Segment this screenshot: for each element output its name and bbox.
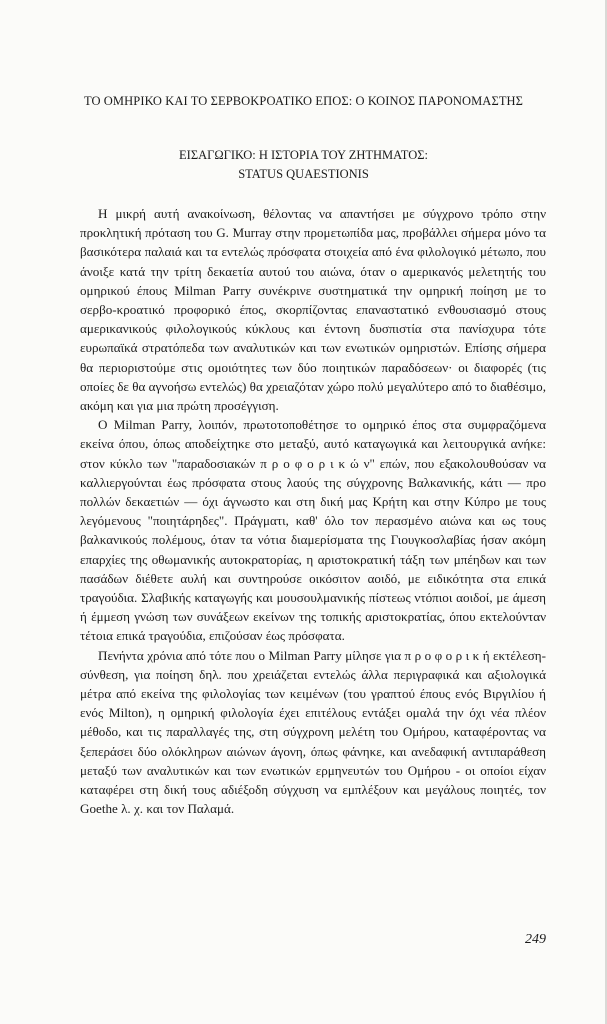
paragraph-3: Πενήντα χρόνια από τότε που ο Milman Parry μίλησε για π ρ ο φ ο ρ ι κ ή εκτέλεση-σύνθεση, για ποίηση δηλ. που χρειάζεται εντελώς άλλα περιγραφικά και αξιολογικά μέτρα από εκείνα της φιλολογίας των κειμένων (του γραπτού έπους ενός Βιργιλίου ή ενός Milton), η ομηρική φιλολογία έχει επιτέλους εντάξει ομαλά την όχι νέα πλέον μέθοδο, και τις παραλλαγές της, στη σύγχρονη μελέτη του Ομήρου, καταφέροντας να ξεπεράσει δύο ολόκληρων αιώνων άγονη, όπως φάνηκε, και ανεδαφική αντιπαράθεση μεταξύ των αναλυτικών και των ενωτικών ερμηνευτών του Ομήρου - οι οποίοι είχαν καταφέρει στη δική τους αδιέξοδη σύγχυση να εμπλέξουν και μεγάλους ποιητές, τον Goethe λ. χ. και τον Παλαμά. xyxy=(80,647,546,817)
section-title-line-1: ΕΙΣΑΓΩΓΙΚΟ: Η ΙΣΤΟΡΙΑ ΤΟΥ ΖΗΤΗΜΑΤΟΣ: xyxy=(179,148,428,162)
paragraph-2: Ο Milman Parry, λοιπόν, πρωτοτοποθέτησε το ομηρικό έπος στα συμφραζόμενα εκείνα όπου, όπως αποδείχτηκε στο μεταξύ, αυτό καταγωγικά και λειτουργικά ανήκε: στον κύκλο των "παραδοσιακών π ρ ο φ ο ρ ι κ ώ ν" επών, που εξακολουθούσαν να καλλιεργούνται έως πρόσφατα στους λαούς της σύγχρονης Βαλκανικής, κάτι — προ πολλών δεκαετιών — όχι άγνωστο και στη δική μας Κρήτη και στην Κύπρο με τους λεγόμενους "ποιητάρηδες". Πράγματι, καθ' όλο τον περασμένο αιώνα και ως τους βαλκανικούς πολέμους, όταν τα νότια διαμερίσματα της Γιουγκοσλαβίας ήσαν ακόμη επαρχίες της οθωμανικής αυτοκρατορίας, η αριστοκρατική τάξη των μπέηδων και των πασάδων διέθετε αυλή και συντηρούσε οικόσιτον αοιδό, με ειδικότητα στα επικά τραγούδια. Σλαβικής καταγωγής και μουσουλμανικής πίστεως ντόπιοι αοιδοί, με άμεση ή έμμεση γνώση των συνάξεων εκείνων της τοπικής αριστοκρατίας, όπου εκτελούνταν τέτοια επικά τραγούδια, επιζούσαν έως πρόσφατα. xyxy=(80,417,546,644)
section-title xyxy=(0,146,607,184)
section-title-line-2: STATUS QUAESTIONIS xyxy=(238,167,369,181)
paragraph-1: Η μικρή αυτή ανακοίνωση, θέλοντας να απαντήσει με σύγχρονο τρόπο στην προκλητική πρόταση του G. Murray στην προμετωπίδα μας, προβάλλει σήμερα μόνο τα βασικότερα παλαιά και τα εντελώς πρόσφατα στοιχεία από ένα φιλολογικό μέτωπο, που άνοιξε κατά την τρίτη δεκαετία αυτού του αιώνα, όταν ο αμερικανός μελετητής του ομηρικού έπους Milman Parry συνέκρινε συστηματικά την ομηρική ποίηση με το σερβο-κροατικό προφορικό έπος, σκορπίζοντας επαναστατικό ενθουσιασμό στους αμερικανικούς φιλολογικούς κύκλους και έντονη δυσπιστία στα πανίσχυρα τότε ευρωπαϊκά στρατόπεδα των αναλυτικών και των ενωτικών ομηριστών. Επίσης σήμερα θα περιοριστούμε στις ομοιότητες των δύο ποιητικών παραδόσεων· οι διαφορές (τις οποίες δε θα αγνοήσω εντελώς) θα χρειαζόταν χώρο πολύ μεγαλύτερο από το διαθέσιμο, ακόμη και για μια πρώτη προσέγγιση. xyxy=(80,206,546,414)
running-head: ΤΟ ΟΜΗΡΙΚΟ ΚΑΙ ΤΟ ΣΕΡΒΟΚΡΟΑΤΙΚΟ ΕΠΟΣ: Ο ΚΟΙΝΟΣ ΠΑΡΟΝΟΜΑΣΤΗΣ xyxy=(83,94,524,108)
body-text xyxy=(80,204,546,819)
page-number: 249 xyxy=(525,932,546,947)
